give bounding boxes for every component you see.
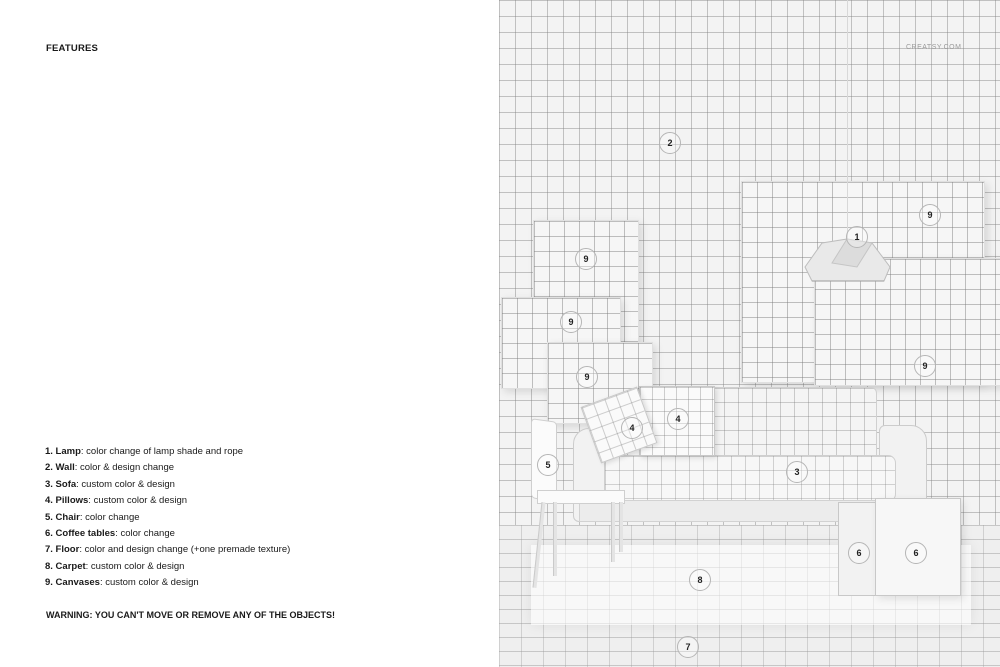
feature-name: 5. Chair (45, 511, 80, 523)
feature-desc: : color & design change (74, 462, 175, 474)
features-heading: FEATURES (46, 43, 99, 54)
feature-item-carpet (45, 559, 290, 575)
marker-sofa: 3 (786, 461, 808, 483)
feature-name: 3. Sofa (45, 478, 77, 490)
feature-item-sofa (45, 477, 290, 493)
feature-name: 1. Lamp (45, 446, 81, 457)
feature-name: 9. Canvases (45, 577, 100, 589)
feature-desc: : color change (79, 511, 140, 523)
feature-item-coffee-tables (45, 526, 290, 542)
feature-item-pillows (45, 493, 290, 509)
feature-desc: : color and design change (+one premade texture) (79, 544, 291, 556)
marker-carpet: 8 (689, 569, 711, 591)
chair-leg (619, 502, 623, 552)
marker-canvas: 9 (576, 366, 598, 388)
marker-pillow: 4 (667, 408, 689, 430)
chair-leg (553, 502, 557, 576)
marker-coffee-table: 6 (848, 542, 870, 564)
lamp-rope (847, 0, 848, 240)
chair-leg (611, 502, 615, 562)
feature-item-floor (45, 542, 290, 558)
marker-chair: 5 (537, 454, 559, 476)
feature-desc: : custom color & design (85, 560, 185, 572)
features-list (45, 444, 290, 592)
warning-text: WARNING: YOU CAN'T MOVE OR REMOVE ANY OF THE OBJECTS! (46, 610, 335, 620)
feature-item-canvases (45, 575, 290, 591)
feature-item-lamp (45, 444, 290, 460)
pendant-lamp (802, 237, 892, 283)
marker-wall: 2 (659, 132, 681, 154)
feature-desc: : color change (115, 528, 175, 540)
room-mockup-scene (499, 0, 1000, 667)
marker-floor: 7 (677, 636, 699, 658)
sofa-seat (604, 455, 896, 502)
marker-canvas: 9 (575, 248, 597, 270)
marker-canvas: 9 (919, 204, 941, 226)
marker-pillow: 4 (621, 417, 643, 439)
feature-item-chair (45, 510, 290, 526)
marker-coffee-table: 6 (905, 542, 927, 564)
feature-name: 2. Wall (45, 462, 75, 474)
feature-name: 8. Carpet (45, 560, 86, 572)
feature-desc: : custom color & design (88, 495, 188, 507)
feature-name: 4. Pillows (45, 495, 89, 507)
feature-item-wall (45, 460, 290, 476)
feature-desc: : color change of lamp shade and rope (80, 446, 244, 457)
watermark: CREATSY.COM (906, 44, 962, 51)
feature-name: 6. Coffee tables (45, 528, 116, 540)
marker-canvas: 9 (560, 311, 582, 333)
features-panel (0, 0, 499, 667)
feature-name: 7. Floor (45, 544, 80, 556)
marker-canvas: 9 (914, 355, 936, 377)
marker-lamp: 1 (846, 226, 868, 248)
feature-desc: : custom color & design (76, 478, 175, 490)
feature-desc: : custom color & design (99, 577, 199, 589)
